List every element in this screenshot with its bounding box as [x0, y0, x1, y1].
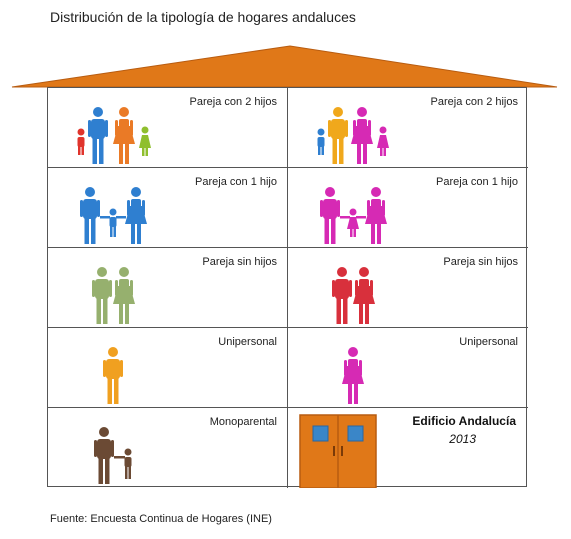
household-label: Pareja sin hijos — [202, 256, 277, 268]
roof — [0, 0, 571, 100]
household-label: Monoparental — [209, 416, 277, 428]
household-label: Pareja con 1 hijo — [436, 176, 518, 188]
household-label: Unipersonal — [218, 336, 277, 348]
source-note: Fuente: Encuesta Continua de Hogares (INE) — [50, 513, 272, 525]
household-label: Pareja con 2 hijos — [189, 96, 277, 108]
cell-unipersonal-left — [48, 328, 288, 408]
household-label: Pareja con 1 hijo — [195, 176, 277, 188]
door-icon — [288, 408, 388, 488]
cell-pareja-1-hijo-right — [288, 168, 528, 248]
family-figures-icon — [288, 168, 428, 248]
family-figures-icon — [288, 88, 428, 168]
family-figures-icon — [48, 168, 188, 248]
person-figure-icon — [48, 328, 188, 408]
couple-figures-icon — [48, 248, 188, 328]
household-label: Unipersonal — [459, 336, 518, 348]
cell-pareja-2-hijos-left — [48, 88, 288, 168]
person-figure-icon — [288, 328, 428, 408]
cell-pareja-2-hijos-right — [288, 88, 528, 168]
page-title: Distribución de la tipología de hogares andaluces — [50, 9, 356, 25]
cell-pareja-sin-hijos-right — [288, 248, 528, 328]
cell-edificio — [288, 408, 528, 488]
building-year: 2013 — [449, 432, 476, 446]
household-label: Pareja sin hijos — [443, 256, 518, 268]
house-grid — [47, 87, 527, 487]
cell-monoparental — [48, 408, 288, 488]
household-label: Pareja con 2 hijos — [430, 96, 518, 108]
cell-unipersonal-right — [288, 328, 528, 408]
building-name: Edificio Andalucía — [412, 414, 516, 428]
cell-pareja-1-hijo-left — [48, 168, 288, 248]
family-figures-icon — [48, 88, 188, 168]
couple-figures-icon — [288, 248, 428, 328]
parent-child-figures-icon — [48, 408, 188, 488]
cell-pareja-sin-hijos-left — [48, 248, 288, 328]
